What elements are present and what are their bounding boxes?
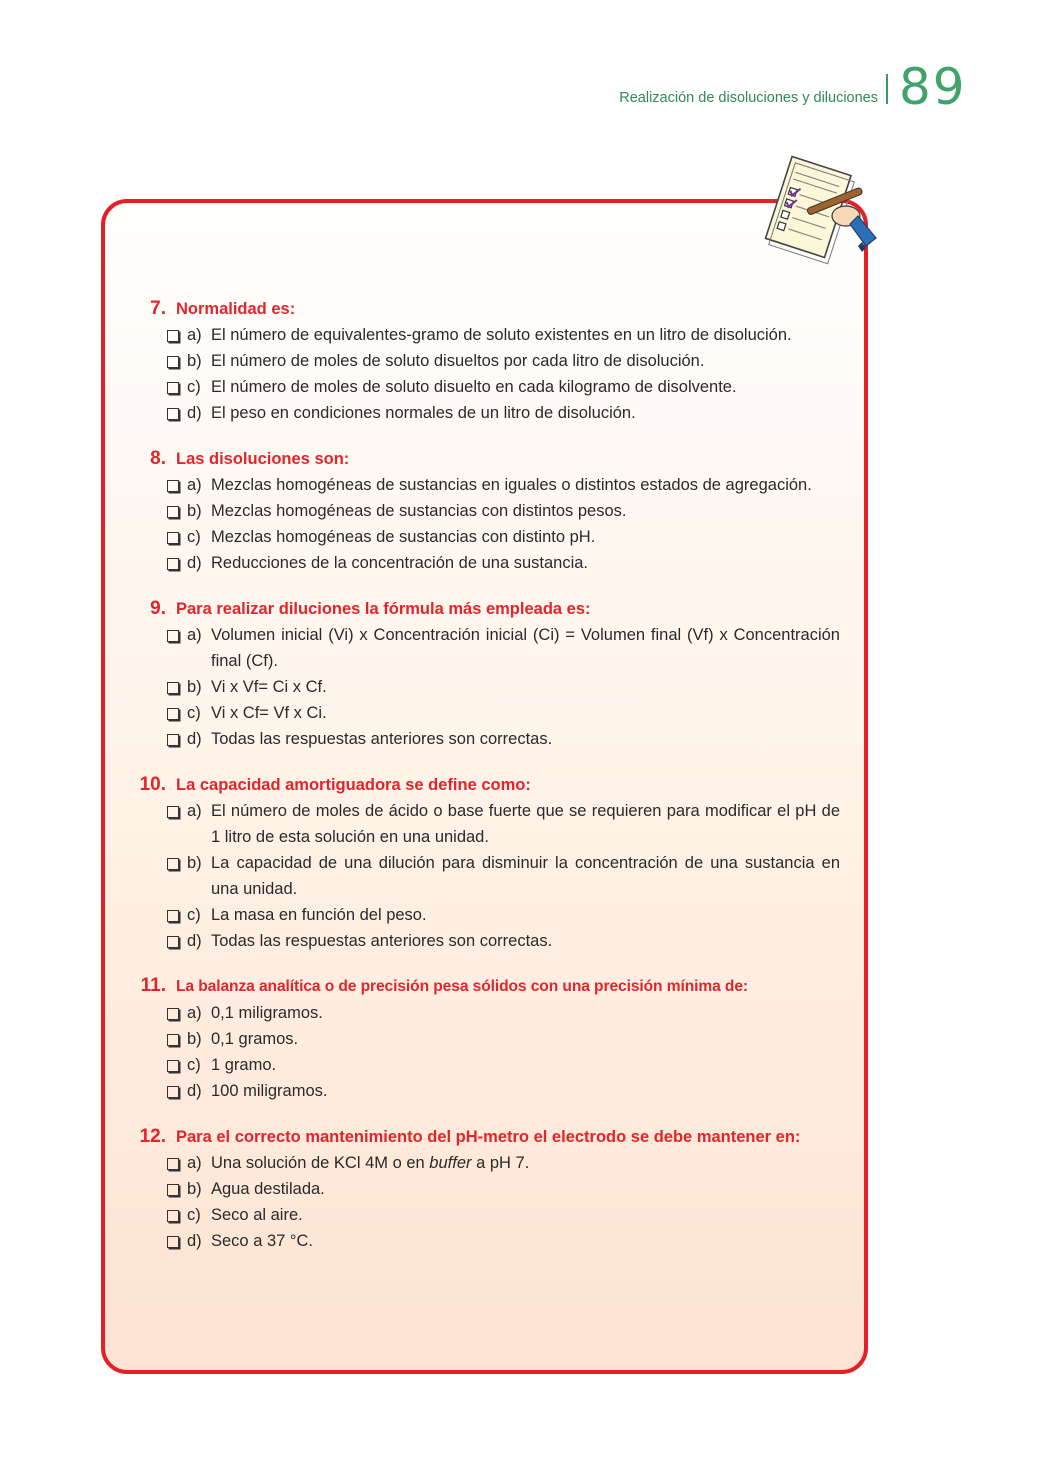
- option-text: Seco a 37 °C.: [211, 1232, 313, 1250]
- question-number: 8.: [150, 448, 166, 469]
- option-letter: b): [187, 1180, 202, 1198]
- checkbox-icon[interactable]: [167, 682, 179, 694]
- answer-option[interactable]: [167, 524, 840, 550]
- option-letter: c): [187, 906, 201, 924]
- answer-option[interactable]: [167, 798, 840, 850]
- answer-option[interactable]: [167, 1026, 840, 1052]
- question-9: [124, 596, 840, 752]
- checkbox-icon[interactable]: [167, 936, 179, 948]
- answer-option[interactable]: [167, 902, 840, 928]
- option-text: El número de moles de ácido o base fuerte que se requieren para modificar el pH de 1 litro de esta solución en una unidad.: [211, 802, 840, 846]
- option-text: Agua destilada.: [211, 1180, 325, 1198]
- question-7: [124, 296, 840, 426]
- question-10: [124, 772, 840, 954]
- checkbox-icon[interactable]: [167, 734, 179, 746]
- option-letter: b): [187, 1030, 202, 1048]
- option-text: Reducciones de la concentración de una sustancia.: [211, 554, 588, 572]
- question-number: 10.: [139, 774, 166, 795]
- question-number: 7.: [150, 298, 166, 319]
- question-text: Para el correcto mantenimiento del pH-metro el electrodo se debe mantener en:: [176, 1128, 801, 1146]
- checkbox-icon[interactable]: [167, 558, 179, 570]
- option-letter: d): [187, 554, 202, 572]
- option-text: Mezclas homogéneas de sustancias en iguales o distintos estados de agregación.: [211, 476, 812, 494]
- checkbox-icon[interactable]: [167, 1086, 179, 1098]
- option-text: [211, 1150, 840, 1176]
- option-letter: b): [187, 502, 202, 520]
- answer-option[interactable]: [167, 1176, 840, 1202]
- answer-option[interactable]: [167, 674, 840, 700]
- question-number: 11.: [140, 975, 166, 996]
- option-letter: b): [187, 678, 202, 696]
- answer-option[interactable]: [167, 850, 840, 902]
- question-text: Normalidad es:: [176, 300, 296, 318]
- option-letter: d): [187, 730, 202, 748]
- option-text-part: Una solución de KCl 4M o en: [211, 1154, 430, 1172]
- option-text: Todas las respuestas anteriores son correctas.: [211, 932, 553, 950]
- option-letter: c): [187, 528, 201, 546]
- header-divider: [886, 74, 888, 104]
- option-letter: d): [187, 932, 202, 950]
- checkbox-icon[interactable]: [167, 330, 179, 342]
- option-letter: a): [187, 802, 202, 820]
- option-text: El número de moles de soluto disueltos por cada litro de disolución.: [211, 352, 705, 370]
- option-letter: d): [187, 1232, 202, 1250]
- answer-option[interactable]: [167, 498, 840, 524]
- checkbox-icon[interactable]: [167, 1158, 179, 1170]
- option-text: 0,1 gramos.: [211, 1030, 299, 1048]
- page-number: 89: [899, 58, 967, 116]
- answer-option[interactable]: [167, 322, 840, 348]
- checkbox-icon[interactable]: [167, 630, 179, 642]
- checkbox-icon[interactable]: [167, 1034, 179, 1046]
- question-number: 9.: [150, 598, 166, 619]
- option-letter: c): [187, 1056, 201, 1074]
- checkbox-icon[interactable]: [167, 806, 179, 818]
- question-number: 12.: [139, 1126, 166, 1147]
- checkbox-icon[interactable]: [167, 1060, 179, 1072]
- checkbox-icon[interactable]: [167, 708, 179, 720]
- option-letter: d): [187, 1082, 202, 1100]
- option-text: 0,1 miligramos.: [211, 1004, 323, 1022]
- checklist-clipboard-icon: [754, 154, 880, 272]
- option-text: La capacidad de una dilución para disminuir la concentración de una sustancia en una unidad.: [211, 854, 840, 898]
- checkbox-icon[interactable]: [167, 1210, 179, 1222]
- answer-option[interactable]: [167, 622, 840, 674]
- option-letter: b): [187, 854, 202, 872]
- question-11: [124, 974, 840, 1104]
- question-text: La balanza analítica o de precisión pesa sólidos con una precisión mínima de:: [176, 978, 749, 995]
- checkbox-icon[interactable]: [167, 1008, 179, 1020]
- answer-option[interactable]: [167, 1078, 840, 1104]
- option-text-italic: buffer: [429, 1154, 472, 1172]
- answer-option[interactable]: [167, 374, 840, 400]
- checkbox-icon[interactable]: [167, 1236, 179, 1248]
- question-text: Para realizar diluciones la fórmula más empleada es:: [176, 600, 591, 618]
- option-letter: a): [187, 626, 202, 644]
- option-letter: d): [187, 404, 202, 422]
- answer-option[interactable]: [167, 1000, 840, 1026]
- option-text: 100 miligramos.: [211, 1082, 328, 1100]
- option-text: El peso en condiciones normales de un litro de disolución.: [211, 404, 636, 422]
- option-letter: c): [187, 704, 201, 722]
- option-text: Seco al aire.: [211, 1206, 303, 1224]
- option-letter: a): [187, 1004, 202, 1022]
- option-text: El número de moles de soluto disuelto en cada kilogramo de disolvente.: [211, 378, 737, 396]
- answer-option[interactable]: [167, 1202, 840, 1228]
- answer-option[interactable]: [167, 550, 840, 576]
- answer-option[interactable]: [167, 726, 840, 752]
- answer-option[interactable]: [167, 928, 840, 954]
- checkbox-icon[interactable]: [167, 910, 179, 922]
- option-letter: a): [187, 1154, 202, 1172]
- option-text: Todas las respuestas anteriores son correctas.: [211, 730, 553, 748]
- option-text: Vi x Vf= Ci x Cf.: [211, 678, 327, 696]
- checkbox-icon[interactable]: [167, 532, 179, 544]
- question-8: [124, 446, 840, 576]
- answer-option[interactable]: [167, 348, 840, 374]
- option-letter: a): [187, 326, 202, 344]
- option-letter: c): [187, 1206, 201, 1224]
- checkbox-icon[interactable]: [167, 506, 179, 518]
- questions-list: [124, 296, 840, 1274]
- checkbox-icon[interactable]: [167, 408, 179, 420]
- checkbox-icon[interactable]: [167, 480, 179, 492]
- checkbox-icon[interactable]: [167, 858, 179, 870]
- option-letter: c): [187, 378, 201, 396]
- answer-option[interactable]: [167, 400, 840, 426]
- option-text: Mezclas homogéneas de sustancias con distinto pH.: [211, 528, 596, 546]
- option-text: El número de equivalentes-gramo de soluto existentes en un litro de disolución.: [211, 326, 792, 344]
- option-text: La masa en función del peso.: [211, 906, 427, 924]
- checkbox-icon[interactable]: [167, 382, 179, 394]
- answer-option[interactable]: [167, 700, 840, 726]
- answer-option[interactable]: [167, 1052, 840, 1078]
- answer-option[interactable]: [167, 1150, 840, 1176]
- running-title: Realización de disoluciones y diluciones: [619, 90, 878, 106]
- answer-option[interactable]: [167, 472, 840, 498]
- question-text: La capacidad amortiguadora se define como:: [176, 776, 531, 794]
- question-text: Las disoluciones son:: [176, 450, 350, 468]
- checkbox-icon[interactable]: [167, 1184, 179, 1196]
- checkbox-icon[interactable]: [167, 356, 179, 368]
- option-text: Mezclas homogéneas de sustancias con distintos pesos.: [211, 502, 627, 520]
- answer-option[interactable]: [167, 1228, 840, 1254]
- option-letter: b): [187, 352, 202, 370]
- option-text: Vi x Cf= Vf x Ci.: [211, 704, 327, 722]
- option-text-part: a pH 7.: [471, 1154, 530, 1172]
- question-12: [124, 1124, 840, 1254]
- option-letter: a): [187, 476, 202, 494]
- option-text: 1 gramo.: [211, 1056, 277, 1074]
- option-text: Volumen inicial (Vi) x Concentración inicial (Ci) = Volumen final (Vf) x Concentración final (Cf).: [211, 626, 840, 670]
